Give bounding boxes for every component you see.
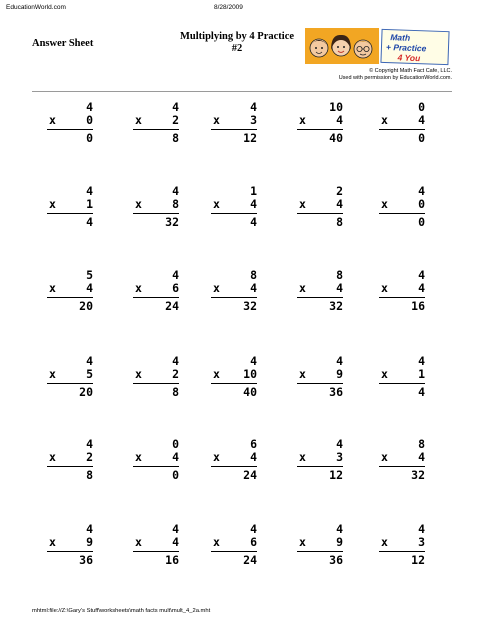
multiplicand: 4: [336, 522, 343, 536]
multiplier-row: [133, 114, 179, 127]
multiplicand: 4: [86, 354, 93, 368]
answer-line: [211, 466, 257, 467]
multiplier-row: [297, 536, 343, 549]
multiplicand: 8: [418, 437, 425, 451]
problem: [297, 185, 343, 241]
times-operator: x: [381, 197, 388, 211]
multiplicand: 6: [250, 437, 257, 451]
product-answer: 20: [79, 385, 93, 399]
multiplier-row: [133, 451, 179, 464]
multiplier-row: [211, 282, 257, 295]
answer-line: [297, 466, 343, 467]
multiplier: 1: [418, 367, 425, 381]
product-answer: 8: [336, 215, 343, 229]
problem: [379, 355, 425, 411]
title-line-2: #2: [231, 43, 243, 54]
product-answer: 24: [243, 468, 257, 482]
multiplicand: 4: [172, 100, 179, 114]
times-operator: x: [299, 367, 306, 381]
problem: [211, 355, 257, 411]
answer-line: [133, 213, 179, 214]
multiplicand: 4: [250, 354, 257, 368]
product-answer: 36: [329, 385, 343, 399]
multiplicand: 4: [86, 437, 93, 451]
multiplier-row: [379, 282, 425, 295]
multiplier: 2: [172, 367, 179, 381]
product-answer: 24: [165, 299, 179, 313]
product-answer: 40: [329, 131, 343, 145]
multiplicand: 4: [172, 354, 179, 368]
problem: [297, 523, 343, 579]
problem: [211, 269, 257, 325]
answer-line: [133, 551, 179, 552]
times-operator: x: [213, 367, 220, 381]
multiplier: 4: [172, 450, 179, 464]
answer-line: [133, 297, 179, 298]
problem: [211, 523, 257, 579]
multiplicand: 5: [86, 268, 93, 282]
product-answer: 16: [411, 299, 425, 313]
multiplicand: 8: [250, 268, 257, 282]
answer-line: [379, 551, 425, 552]
logo-line-1: Math: [390, 32, 411, 43]
product-answer: 40: [243, 385, 257, 399]
answer-line: [211, 297, 257, 298]
answer-line: [297, 213, 343, 214]
multiplicand: 4: [250, 100, 257, 114]
multiplier: 4: [86, 281, 93, 295]
problem: [47, 185, 93, 241]
problem: [379, 523, 425, 579]
multiplicand: 4: [250, 522, 257, 536]
multiplier-row: [47, 198, 93, 211]
multiplicand: 0: [172, 437, 179, 451]
multiplicand: 4: [86, 184, 93, 198]
multiplicand: 4: [172, 522, 179, 536]
times-operator: x: [381, 367, 388, 381]
problem: [379, 185, 425, 241]
multiplier: 2: [172, 113, 179, 127]
product-answer: 32: [165, 215, 179, 229]
multiplier-row: [133, 198, 179, 211]
answer-line: [47, 213, 93, 214]
multiplier: 3: [336, 450, 343, 464]
answer-line: [211, 129, 257, 130]
times-operator: x: [49, 450, 56, 464]
multiplier: 3: [250, 113, 257, 127]
times-operator: x: [135, 197, 142, 211]
multiplier: 4: [250, 450, 257, 464]
multiplier-row: [379, 451, 425, 464]
multiplicand: 1: [250, 184, 257, 198]
times-operator: x: [381, 281, 388, 295]
multiplier-row: [379, 198, 425, 211]
times-operator: x: [49, 281, 56, 295]
multiplier: 4: [418, 450, 425, 464]
product-answer: 0: [86, 131, 93, 145]
multiplier: 8: [172, 197, 179, 211]
multiplier: 4: [336, 197, 343, 211]
multiplier: 0: [86, 113, 93, 127]
product-answer: 8: [86, 468, 93, 482]
problem: [133, 355, 179, 411]
answer-line: [297, 383, 343, 384]
multiplicand: 2: [336, 184, 343, 198]
problem: [133, 438, 179, 494]
answer-line: [133, 129, 179, 130]
print-date: 8/28/2009: [214, 4, 243, 11]
product-answer: 32: [411, 468, 425, 482]
times-operator: x: [49, 197, 56, 211]
multiplier: 2: [86, 450, 93, 464]
multiplier-row: [379, 536, 425, 549]
times-operator: x: [213, 450, 220, 464]
problem: [297, 269, 343, 325]
multiplier-row: [379, 114, 425, 127]
multiplicand: 4: [86, 522, 93, 536]
answer-line: [379, 466, 425, 467]
product-answer: 0: [418, 131, 425, 145]
multiplier: 5: [86, 367, 93, 381]
times-operator: x: [381, 450, 388, 464]
kids-illustration: [305, 28, 379, 64]
multiplier-row: [297, 114, 343, 127]
multiplicand: 8: [336, 268, 343, 282]
product-answer: 12: [329, 468, 343, 482]
multiplier-row: [211, 368, 257, 381]
multiplier: 4: [336, 281, 343, 295]
multiplier: 3: [418, 535, 425, 549]
problem: [211, 101, 257, 157]
problem: [47, 101, 93, 157]
copyright-line-2: Used with permission by EducationWorld.com.: [338, 75, 452, 81]
answer-line: [297, 297, 343, 298]
multiplier-row: [379, 368, 425, 381]
answer-sheet-label: Answer Sheet: [32, 38, 94, 49]
times-operator: x: [49, 535, 56, 549]
multiplicand: 4: [172, 268, 179, 282]
answer-line: [379, 297, 425, 298]
problem: [297, 101, 343, 157]
problem: [379, 269, 425, 325]
times-operator: x: [213, 197, 220, 211]
logo-line-2: + Practice: [385, 41, 427, 54]
multiplier-row: [47, 451, 93, 464]
product-answer: 12: [243, 131, 257, 145]
answer-line: [211, 551, 257, 552]
multiplier: 9: [86, 535, 93, 549]
product-answer: 4: [250, 215, 257, 229]
product-answer: 8: [172, 131, 179, 145]
problem: [297, 438, 343, 494]
multiplier-row: [211, 198, 257, 211]
multiplier-row: [211, 536, 257, 549]
product-answer: 0: [418, 215, 425, 229]
multiplicand: 4: [172, 184, 179, 198]
times-operator: x: [135, 535, 142, 549]
problem: [47, 355, 93, 411]
logo-line-3: 4 You: [397, 52, 421, 64]
multiplier: 1: [86, 197, 93, 211]
header-divider: [32, 91, 452, 92]
times-operator: x: [381, 535, 388, 549]
multiplier-row: [211, 114, 257, 127]
answer-line: [133, 466, 179, 467]
times-operator: x: [135, 367, 142, 381]
answer-line: [297, 551, 343, 552]
times-operator: x: [135, 281, 142, 295]
multiplier-row: [47, 282, 93, 295]
product-answer: 36: [329, 553, 343, 567]
problem: [379, 101, 425, 157]
multiplier-row: [133, 368, 179, 381]
problem: [47, 438, 93, 494]
multiplier-row: [47, 536, 93, 549]
times-operator: x: [135, 450, 142, 464]
problem: [133, 185, 179, 241]
problem: [211, 438, 257, 494]
multiplier: 9: [336, 535, 343, 549]
times-operator: x: [213, 535, 220, 549]
multiplier: 10: [243, 367, 257, 381]
product-answer: 32: [329, 299, 343, 313]
multiplicand: 0: [418, 100, 425, 114]
math-practice-logo: [305, 28, 450, 64]
times-operator: x: [49, 113, 56, 127]
product-answer: 8: [172, 385, 179, 399]
site-name: EducationWorld.com: [6, 4, 66, 11]
answer-line: [47, 129, 93, 130]
answer-line: [47, 551, 93, 552]
answer-line: [379, 383, 425, 384]
file-path-footer: mhtml:file://Z:\Gary's Stuff\worksheets\math facts mult\mult_4_2a.mht: [32, 608, 211, 614]
answer-line: [211, 213, 257, 214]
times-operator: x: [299, 281, 306, 295]
times-operator: x: [135, 113, 142, 127]
multiplicand: 10: [329, 100, 343, 114]
answer-line: [47, 466, 93, 467]
multiplier: 4: [172, 535, 179, 549]
multiplier-row: [297, 198, 343, 211]
multiplier-row: [133, 536, 179, 549]
multiplier-row: [133, 282, 179, 295]
product-answer: 4: [86, 215, 93, 229]
answer-line: [133, 383, 179, 384]
multiplier-row: [211, 451, 257, 464]
problem: [211, 185, 257, 241]
multiplicand: 4: [336, 354, 343, 368]
times-operator: x: [213, 281, 220, 295]
multiplier: 6: [172, 281, 179, 295]
times-operator: x: [299, 113, 306, 127]
multiplicand: 4: [418, 522, 425, 536]
multiplier-row: [297, 282, 343, 295]
multiplier-row: [297, 451, 343, 464]
product-answer: 36: [79, 553, 93, 567]
multiplier: 4: [418, 281, 425, 295]
problem: [133, 269, 179, 325]
product-answer: 16: [165, 553, 179, 567]
answer-line: [379, 129, 425, 130]
multiplier-row: [47, 368, 93, 381]
worksheet-title: [172, 31, 302, 55]
multiplicand: 4: [418, 184, 425, 198]
multiplier: 4: [250, 197, 257, 211]
product-answer: 0: [172, 468, 179, 482]
multiplier: 9: [336, 367, 343, 381]
multiplier: 0: [418, 197, 425, 211]
copyright-notice: [339, 68, 452, 82]
problem: [47, 523, 93, 579]
times-operator: x: [299, 535, 306, 549]
answer-line: [47, 383, 93, 384]
product-answer: 4: [418, 385, 425, 399]
answer-line: [211, 383, 257, 384]
product-answer: 24: [243, 553, 257, 567]
times-operator: x: [299, 450, 306, 464]
multiplier: 4: [336, 113, 343, 127]
answer-line: [47, 297, 93, 298]
times-operator: x: [299, 197, 306, 211]
logo-card: [380, 29, 449, 65]
multiplicand: 4: [418, 268, 425, 282]
multiplier: 6: [250, 535, 257, 549]
problem: [379, 438, 425, 494]
problem: [47, 269, 93, 325]
multiplicand: 4: [86, 100, 93, 114]
problem: [297, 355, 343, 411]
title-line-1: Multiplying by 4 Practice: [179, 31, 295, 42]
multiplier: 4: [250, 281, 257, 295]
answer-line: [297, 129, 343, 130]
multiplier: 4: [418, 113, 425, 127]
times-operator: x: [49, 367, 56, 381]
multiplicand: 4: [418, 354, 425, 368]
times-operator: x: [381, 113, 388, 127]
copyright-line-1: © Copyright Math Fact Cafe, LLC.: [369, 68, 452, 74]
problem: [133, 101, 179, 157]
multiplicand: 4: [336, 437, 343, 451]
multiplier-row: [297, 368, 343, 381]
problem: [133, 523, 179, 579]
multiplier-row: [47, 114, 93, 127]
answer-line: [379, 213, 425, 214]
product-answer: 32: [243, 299, 257, 313]
product-answer: 12: [411, 553, 425, 567]
times-operator: x: [213, 113, 220, 127]
product-answer: 20: [79, 299, 93, 313]
